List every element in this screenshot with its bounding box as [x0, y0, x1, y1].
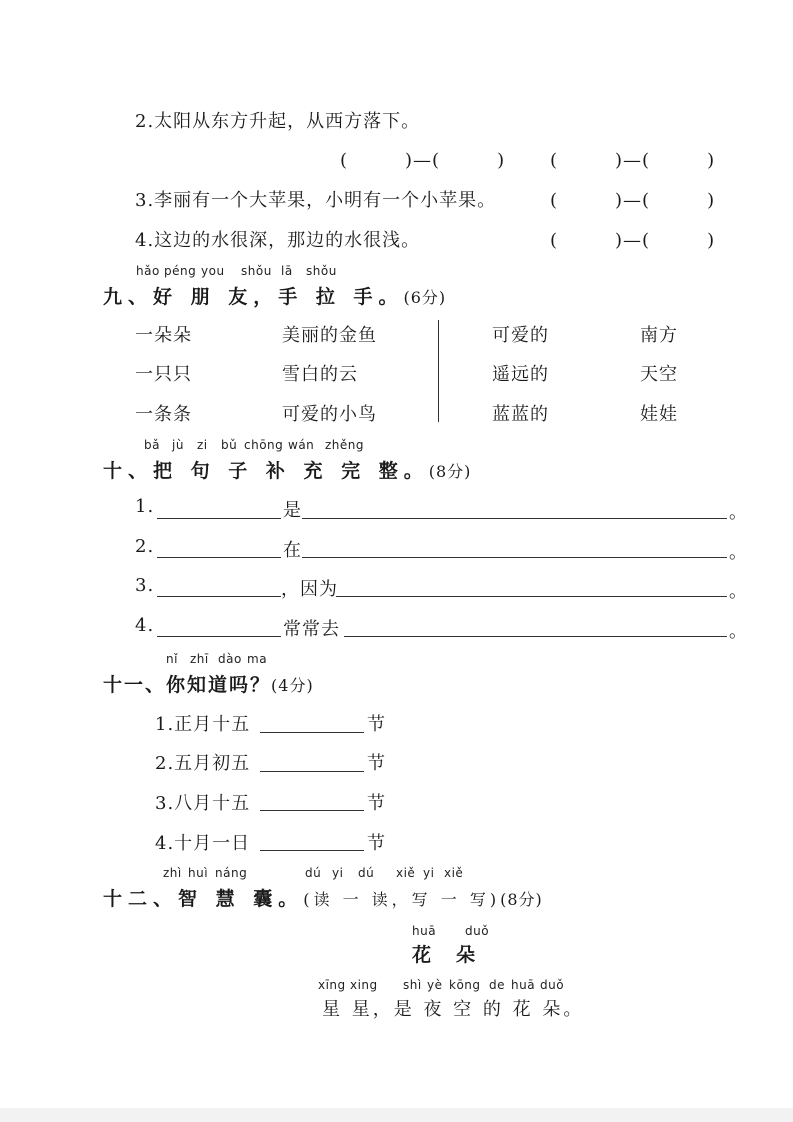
- section12-heading: [103, 884, 543, 911]
- q3-answer[interactable]: ( )—( ): [550, 190, 716, 211]
- page-bottom-edge: [0, 1108, 793, 1122]
- festival-suffix: 节: [367, 753, 386, 774]
- festival-question: 1.正月十五: [155, 714, 251, 735]
- section12-title: 十二、智 慧 囊。: [103, 888, 304, 910]
- blank-line[interactable]: [344, 636, 727, 637]
- connector-text: 是: [283, 500, 302, 521]
- q4-answer[interactable]: ( )—( ): [550, 230, 716, 251]
- match-item[interactable]: 遥远的: [492, 364, 549, 385]
- featured-word: 花 朵: [412, 944, 479, 966]
- connector-text: 常常去: [283, 619, 340, 640]
- festival-blank[interactable]: [260, 732, 364, 733]
- blank-line[interactable]: [157, 596, 281, 597]
- section11-title: 十一、你知道吗？: [103, 674, 272, 696]
- festival-suffix: 节: [367, 714, 386, 735]
- blank-line[interactable]: [157, 636, 281, 637]
- festival-blank[interactable]: [260, 810, 364, 811]
- match-item[interactable]: 雪白的云: [282, 364, 358, 385]
- section10-score: (8分): [428, 462, 472, 481]
- match-item[interactable]: 娃娃: [640, 404, 678, 425]
- q2-sentence: 2.太阳从东方升起，从西方落下。: [135, 111, 421, 132]
- q2-answer-left[interactable]: ( )—( ): [340, 150, 506, 171]
- q4-sentence: 4.这边的水很深，那边的水很浅。: [135, 230, 421, 251]
- match-item[interactable]: 一只只: [135, 364, 192, 385]
- period: 。: [729, 621, 748, 642]
- match-item[interactable]: 可爱的小鸟: [282, 404, 377, 425]
- section10-heading: [103, 456, 471, 483]
- blank-line[interactable]: [336, 596, 727, 597]
- q-number: 1.: [135, 496, 155, 517]
- match-item[interactable]: 一朵朵: [135, 325, 192, 346]
- q3-sentence: 3.李丽有一个大苹果，小明有一个小苹果。: [135, 190, 497, 211]
- festival-question: 3.八月十五: [155, 793, 251, 814]
- match-item[interactable]: 一条条: [135, 404, 192, 425]
- model-sentence: 星 星，是 夜 空 的 花 朵。: [322, 999, 585, 1020]
- q-number: 4.: [135, 615, 155, 636]
- connector-text: ，因为: [281, 579, 338, 600]
- match-item[interactable]: 天空: [640, 364, 678, 385]
- match-item[interactable]: 南方: [640, 325, 678, 346]
- match-item[interactable]: 可爱的: [492, 325, 549, 346]
- q2-answer-right[interactable]: ( )—( ): [550, 150, 716, 171]
- connector-text: 在: [283, 540, 302, 561]
- section9-score: (6分): [403, 288, 447, 307]
- section12-subtitle: (读 一 读，写 一 写): [303, 890, 501, 909]
- period: 。: [729, 581, 748, 602]
- match-item[interactable]: 蓝蓝的: [492, 404, 549, 425]
- section10-title: 十、把 句 子 补 充 完 整。: [103, 460, 429, 482]
- festival-suffix: 节: [367, 793, 386, 814]
- section11-heading: [103, 670, 314, 697]
- q-number: 2.: [135, 536, 155, 557]
- q-number: 3.: [135, 575, 155, 596]
- period: 。: [729, 542, 748, 563]
- blank-line[interactable]: [157, 518, 281, 519]
- section9-heading: [103, 282, 446, 309]
- festival-blank[interactable]: [260, 850, 364, 851]
- period: 。: [729, 502, 748, 523]
- festival-blank[interactable]: [260, 771, 364, 772]
- matching-divider: [438, 320, 439, 422]
- blank-line[interactable]: [157, 557, 281, 558]
- section9-title: 九、好 朋 友，手 拉 手。: [103, 286, 404, 308]
- festival-question: 2.五月初五: [155, 753, 251, 774]
- festival-suffix: 节: [367, 833, 386, 854]
- section11-score: (4分): [271, 676, 314, 695]
- blank-line[interactable]: [302, 518, 727, 519]
- match-item[interactable]: 美丽的金鱼: [282, 325, 377, 346]
- section12-score: (8分): [500, 890, 543, 909]
- blank-line[interactable]: [302, 557, 727, 558]
- festival-question: 4.十月一日: [155, 833, 251, 854]
